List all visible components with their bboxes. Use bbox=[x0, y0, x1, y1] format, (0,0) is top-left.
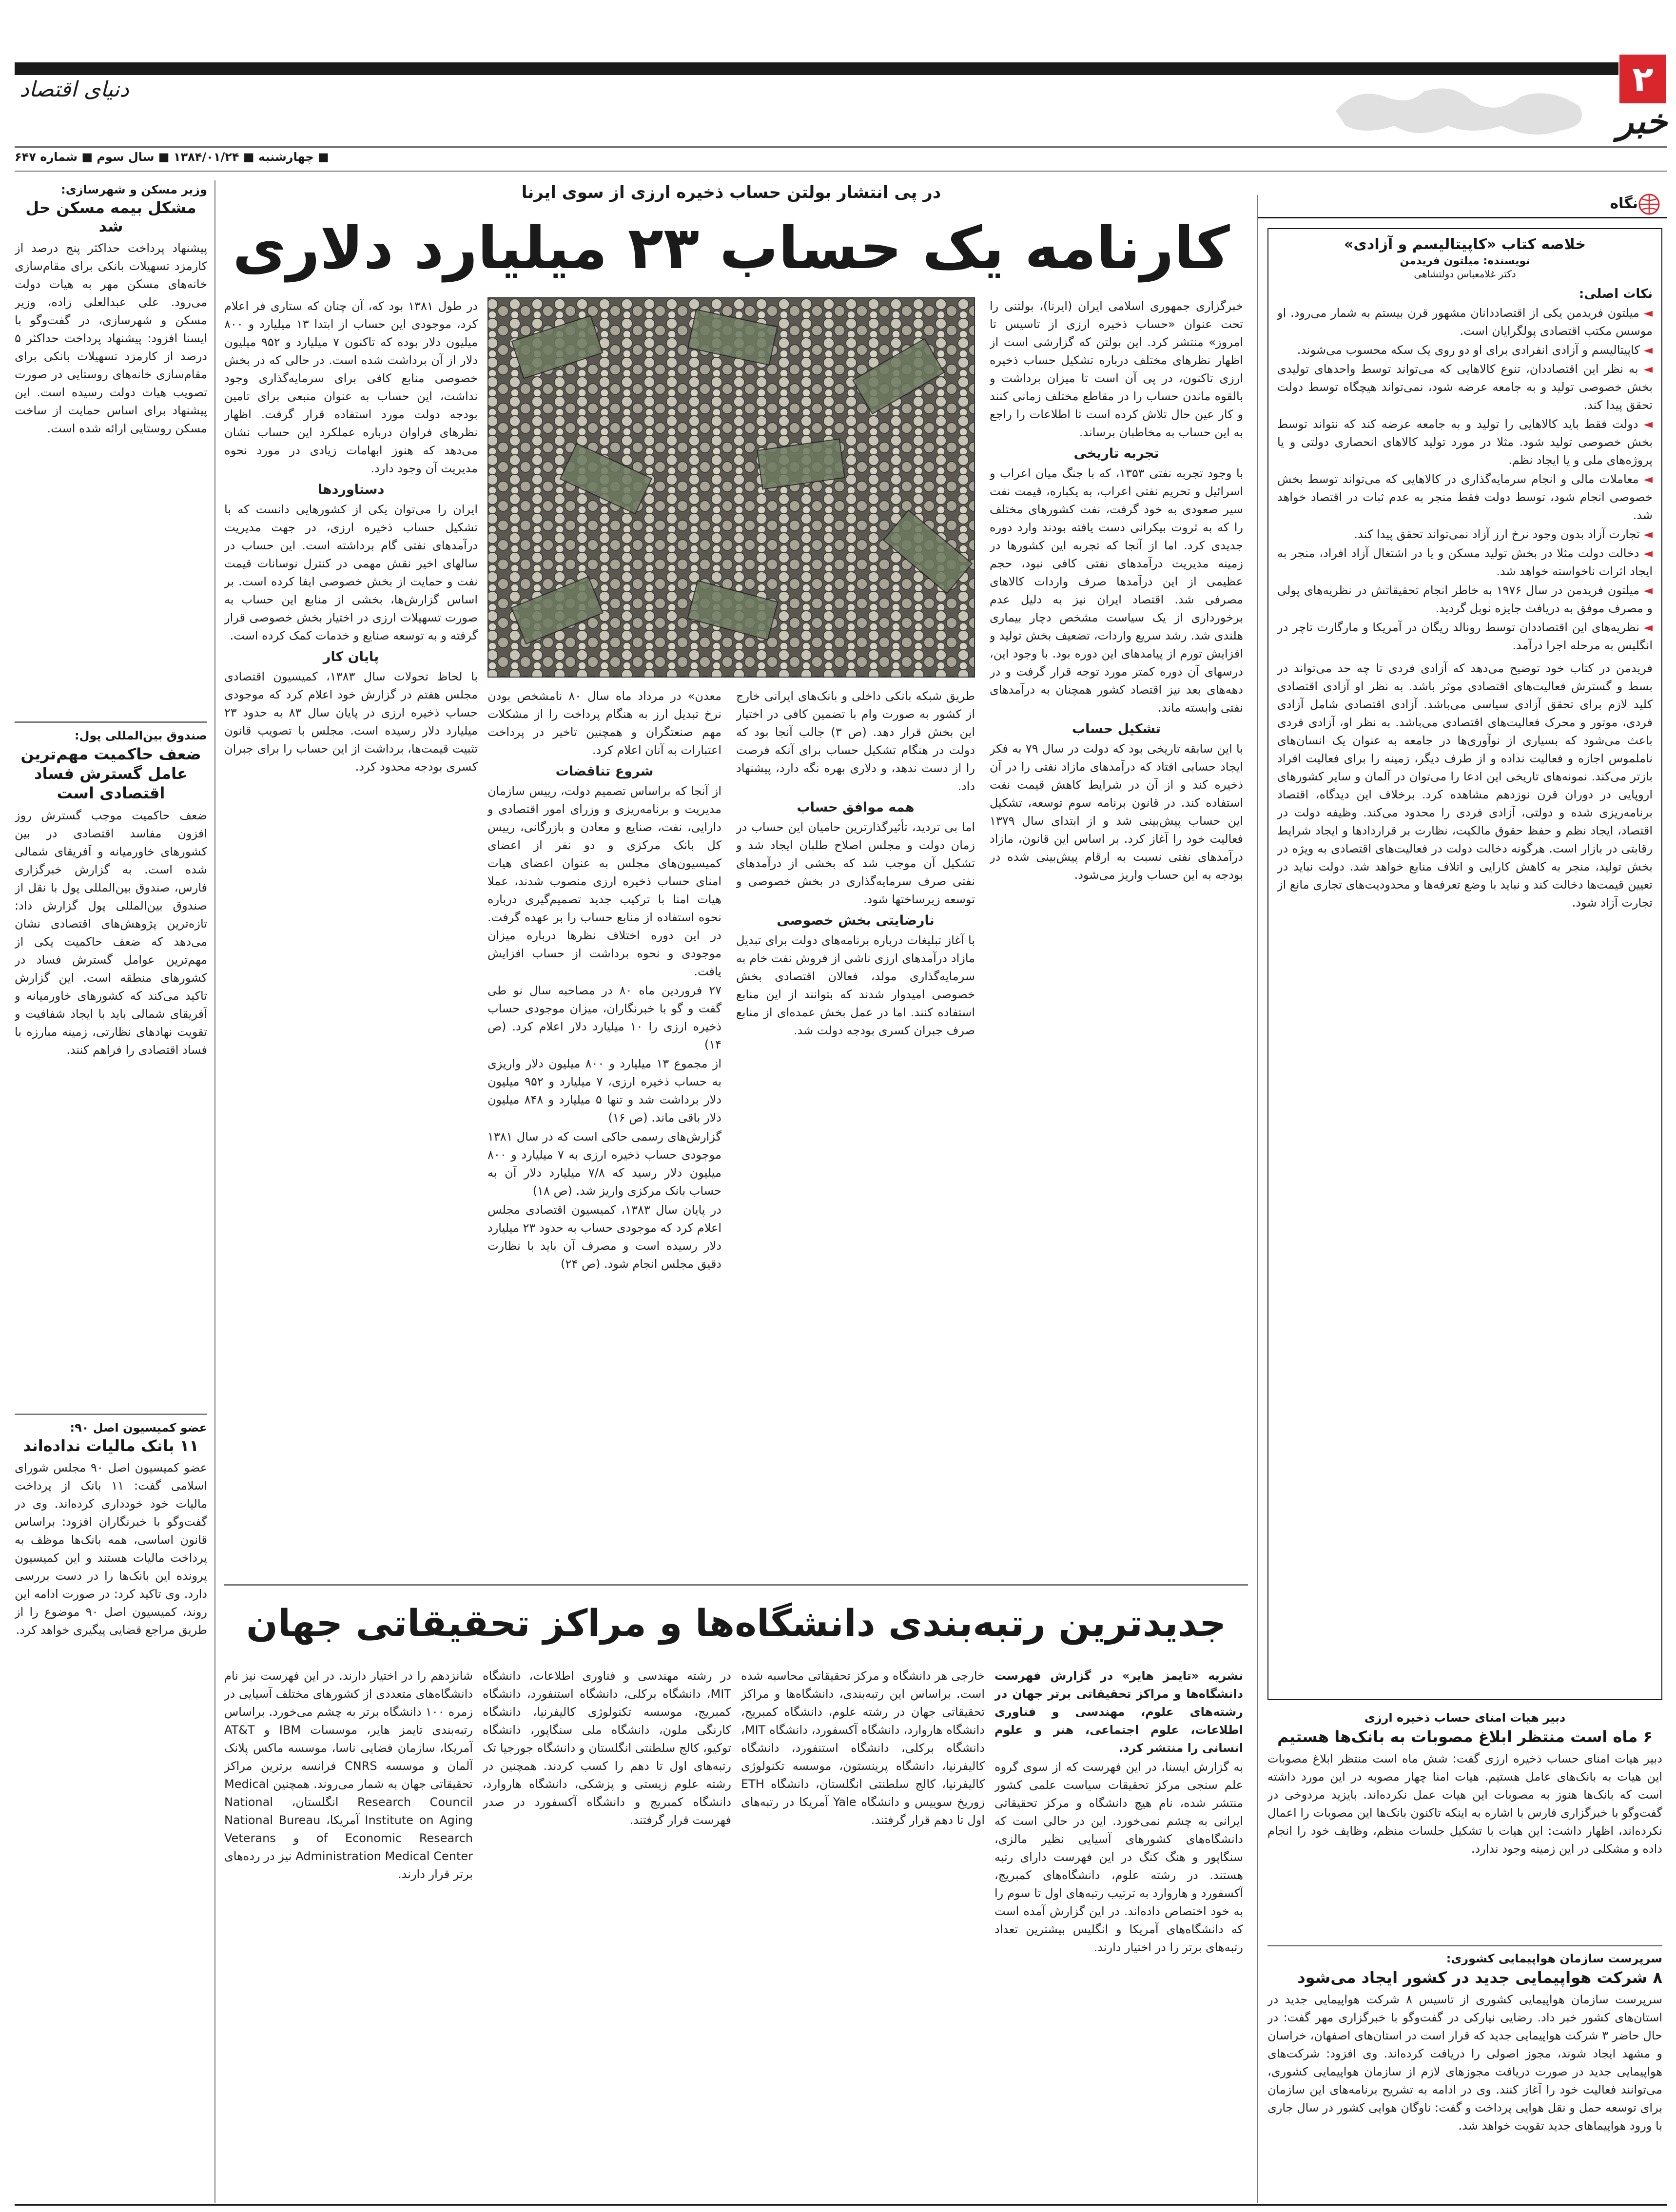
point-item: ◄ معاملات مالی و انجام سرمایه‌گذاری در کالاهایی که می‌تواند توسط بخش خصوصی انجام شود، توسط دولت فقط منجر به عدم ثبات در اقتصاد خواهد شد. bbox=[1277, 472, 1653, 522]
pullquote-block bbox=[1267, 1711, 1662, 1935]
dateline: ■ چهارشنبه ■ ۱۳۸۴/۰۱/۲۴ ■ سال سوم ■ شماره ۶۴۷ bbox=[15, 150, 329, 164]
col-divider-left bbox=[214, 180, 215, 2203]
points-title: نکات اصلی: bbox=[1579, 287, 1653, 301]
masthead-rule bbox=[15, 146, 1667, 148]
logo-text: دنیای اقتصاد bbox=[19, 77, 129, 102]
airline-rule bbox=[1267, 1945, 1662, 1946]
book-title: خلاصه کتاب «کاپیتالیسم و آزادی» bbox=[1344, 236, 1586, 253]
point-item: ◄ دخالت دولت مثلا در بخش تولید مسکن و یا در اشتغال آزاد افراد، منجر به ایجاد اثرات ناخواسته خواهد شد. bbox=[1277, 546, 1653, 578]
lead-col-3: معدن» در مرداد ماه سال ۸۰ نامشخص بودن نرخ تبدیل ارز به هنگام پرداخت را از مشکلات مهم صنعتگران و همچنین تاخیر در پرداخت اعتبارات به آنان اعلام کرد. شروع تناقضات از آنجا که براساس تصمیم دولت، رییس سازمان مدیریت و برنامه‌ریزی و وزرای امور اقتصادی و دارایی، نفت، صنایع و معادن و بازرگانی، رییس کل بانک مرکزی و دو نفر از اعضای کمیسیون‌های مجلس به عنوان اعضای هیات امنای حساب ذخیره ارزی منصوب شدند، عملا هیات امنا با ترکیب جدید تصمیم‌گیری درباره نحوه استفاده از منابع حساب را بر عهده گرفت. در این دوره اختلاف نظرها درباره میزان موجودی و نحوه برداشت از حساب افزایش یافت. ۲۷ فروردین ماه ۸۰ در مصاحبه سال نو طی گفت و گو با خبرنگاران، میزان موجودی حساب ذخیره ارزی را ۱۰ میلیارد دلار اعلام کرد. (ص ۱۴) از مجموع ۱۳ میلیارد و ۸۰۰ میلیون دلار واریزی به حساب ذخیره ارزی، ۷ میلیارد و ۹۵۲ میلیون دلار برداشت شد و تنها ۵ میلیارد و ۸۴۸ میلیون دلار باقی ماند. (ص ۱۶) گزارش‌های رسمی حاکی است که در سال ۱۳۸۱ موجودی حساب ذخیره ارزی به ۷ میلیارد و ۸۰۰ میلیون دلار رسید که ۷/۸ میلیارد دلار آن به حساب بانک مرکزی واریز شد. (ص ۱۸) در پایان سال ۱۳۸۳، کمیسیون اقتصادی مجلس اعلام کرد که موجودی حساب به حدود ۲۳ میلیارد دلار رسیده است و مصرف آن باید با نظارت دقیق مجلس انجام شود. (ص ۲۴) bbox=[487, 689, 721, 1271]
lead-subhead: همه موافق حساب bbox=[797, 800, 915, 815]
lead-bottom-rule bbox=[224, 1584, 1248, 1586]
col-divider-right bbox=[1257, 195, 1258, 2203]
left-story-3 bbox=[15, 1421, 207, 2201]
lead-col-1: خبرگزاری جمهوری اسلامی ایران (ایرنا)، بولتنی را تحت عنوان «حساب ذخیره ارزی از تاسیس تا امروز» منتشر کرد. این بولتن که گزارشی است از اظهار نظرهای مختلف درباره تشکیل حساب ذخیره ارزی تاکنون، در پی آن است تا میزان برداشت و بالقوه ماندن حساب را در مقاطع مختلف زمانی کنند و کار عین حال تلاش کرده است تا اطلاعات را راجع به این حساب به مخاطبان برساند. تجربه تاریخی با وجود تجربه نفتی ۱۳۵۳، که با جنگ میان اعراب و اسرائیل و تحریم نفتی اعراب، به یکباره، قیمت نفت سیر صعودی به خود گرفت، نفت کشورهای مختلف را که به ثروت بیکرانی دست یافته بودند وارد دوره جدیدی کرد. اما از آنجا که تجربه این کشورها در زمینه مدیریت درآمدهای نفتی کافی نبود، حجم عظیمی از این درآمدها صرف واردات کالاهای مصرفی شد. اقتصاد ایران نیز به دلیل عدم برخورداری از یک سیاست مشخص دچار بیماری هلندی شد. رشد سریع واردات، تضعیف بخش تولید و افزایش تورم از پیامدهای این دوره بود. با وجود این، درسهای آن دوره کمتر مورد توجه قرار گرفت و در دهه‌های بعد نیز اقتصاد کشور همچنان به درآمدهای نفتی وابسته ماند. تشکیل حساب با این سابقه تاریخی بود که دولت در سال ۷۹ به فکر ایجاد حسابی افتاد که درآمدهای مازاد نفتی را در آن ذخیره کند و از آن در شرایط کاهش قیمت نفت استفاده کند. در قانون برنامه سوم توسعه، تشکیل این حساب پیش‌بینی شد و از ابتدای سال ۱۳۷۹ فعالیت خود را آغاز کرد. بر اساس این قانون، مازاد درآمدهای نفتی نسبت به ارقام پیش‌بینی شده در بودجه به این حساب واریز می‌شود. bbox=[990, 299, 1243, 882]
universities-headline: جدیدترین رتبه‌بندی دانشگاه‌ها و مراکز تحقیقاتی جهان bbox=[246, 1601, 1227, 1645]
globe-icon bbox=[1638, 193, 1660, 215]
lead-subhead: نارضایتی بخش خصوصی bbox=[777, 913, 935, 928]
left-story-1 bbox=[15, 183, 207, 719]
left-kicker: عضو کمیسیون اصل ۹۰: bbox=[70, 1421, 207, 1435]
pullquote-body: دبیر هیات امنای حساب ذخیره ارزی گفت: شش ماه است منتظر ابلاغ مصوبات این هیات به بانک‌های عامل هستیم. هیات امنا چهار مصوبه در این مورد داشته است که بانک‌ها هنوز به مصوبات این هیات عمل نکرده‌اند. بایزید مردوخی در گفت‌وگو با خبرگزاری فارس با اشاره به اینکه تاکنون بانک‌ها این مصوبات را اعمال نکرده‌اند، اظهار داشت: این هیات با تشکیل جلسات منظم، وظایف خود را انجام داده و مشکلی در این زمینه وجود ندارد. bbox=[1267, 1752, 1662, 1856]
universities-lead: نشریه «تایمز هایر» در گزارش فهرست دانشگاه‌ها و مراکز تحقیقاتی برتر جهان در رشته‌های علوم، مهندسی و فناوری اطلاعات، علوم اجتماعی، هنر و علوم انسانی را منتشر کرد. bbox=[994, 1669, 1243, 1755]
book-author: نویسنده: میلتون فریدمن bbox=[1400, 255, 1530, 267]
book-body: فریدمن در کتاب خود توضیح می‌دهد که آزادی فردی تا چه حد می‌تواند در بسط و گسترش فعالیت‌های اقتصادی موثر باشد. به نظر او آزادی اقتصادی کلید لازم برای تحقق آزادی سیاسی می‌باشد. آزادی اقتصادی شامل آزادی فردی، موتور و محرک فعالیت‌های اقتصادی می‌باشد. به نظر او، آزادی فردی باعث می‌شود که بسیاری از نوآوری‌ها در جامعه به عنوان یک انسان‌های ناملموس اجازه و فعالیت نداده و از طرف دیگر، زمینه را برای فعالیت افراد بازتر می‌کند. نمونه‌های تاریخی این ادعا را می‌توان در آلمان و سایر کشورهای اروپایی در دوران قرن نوزدهم مشاهده کرد. برخلاف این دیدگاه، اقتصاد برنامه‌ریزی شده و دولتی، آزادی فردی را محدود می‌کند. وظیفه دولت در اقتصاد، ایجاد نظم و حفظ حقوق مالکیت، نظارت بر قراردادها و ایجاد شرایط رقابتی در بازار است. هرگونه دخالت دولت در فعالیت‌های اقتصادی به ویژه در بخش تولید، منجر به کاهش کارایی و اتلاف منابع خواهد شد. دولت نباید در تعیین قیمت‌ها دخالت کند و نباید با وضع تعرفه‌ها و محدودیت‌های تجاری مانع از تجارت آزاد شود. bbox=[1277, 661, 1653, 910]
book-translator: دکتر غلامعباس دولتشاهی bbox=[1414, 268, 1516, 280]
lead-headline: کارنامه یک حساب ۲۳ میلیارد دلاری bbox=[233, 214, 1230, 282]
left-title: مشکل بیمه مسکن حل شد bbox=[25, 198, 196, 235]
pullquote-kicker: دبیر هیات امنای حساب ذخیره ارزی bbox=[1364, 1711, 1566, 1725]
page-number-badge: ۲ bbox=[1619, 55, 1666, 103]
lead-subhead: تشکیل حساب bbox=[1072, 721, 1161, 737]
dateline-rule bbox=[15, 171, 1667, 172]
bottom-rule bbox=[15, 2204, 1667, 2206]
left-body: عضو کمیسیون اصل ۹۰ مجلس شورای اسلامی گفت: ۱۱ بانک از پرداخت مالیات خود خودداری کرده‌اند. وی در گفت‌وگو با خبرنگاران افزود: براساس قانون اساسی، همه بانک‌ها موظف به پرداخت مالیات هستند و این کمیسیون پرونده این بانک‌ها را در دست بررسی دارد. وی تاکید کرد: در صورت ادامه این روند، کمیسیون اصل ۹۰ موضوع را از طریق مراجع قضایی پیگیری خواهد کرد. bbox=[15, 1461, 207, 1637]
left-title: ۱۱ بانک مالیات نداده‌اند bbox=[23, 1436, 199, 1455]
negah-label: نگاه bbox=[1258, 195, 1667, 218]
airline-block bbox=[1267, 1952, 1662, 2205]
section-title: خبر bbox=[1617, 101, 1667, 141]
lead-supertitle: در پی انتشار بولتن حساب ذخیره ارزی از سوی ایرنا bbox=[521, 183, 941, 202]
money-photo bbox=[487, 297, 975, 678]
point-item: ◄ تجارت آزاد بدون وجود نرخ ارز آزاد نمی‌تواند تحقق پیدا کند. bbox=[1354, 527, 1653, 541]
left-title: ضعف حاکمیت مهم‌ترین عامل گسترش فساد اقتصادی است bbox=[20, 745, 201, 802]
point-item: ◄ میلتون فریدمن در سال ۱۹۷۶ به خاطر انجام تحقیقاتش در نظریه‌های پولی و مصرف موفق به دریافت جایزه نوبل گردید. bbox=[1277, 583, 1653, 615]
lead-subhead: شروع تناقضات bbox=[555, 764, 654, 779]
top-rule bbox=[15, 62, 1618, 75]
book-summary-box bbox=[1267, 228, 1662, 1700]
universities-col-3: در رشته مهندسی و فناوری اطلاعات، دانشگاه MIT، دانشگاه برکلی، دانشگاه استنفورد، دانشگاه کمبریج، موسسه تکنولوژی کالیفرنیا، دانشگاه کارنگی ملون، دانشگاه ملی سنگاپور، دانشگاه توکیو، کالج سلطنتی انگلستان و دانشگاه جورجیا تک رتبه‌های اول تا دهم را کسب کردند. همچنین در رشته علوم زیستی و پزشکی، دانشگاه هاروارد، دانشگاه کمبریج و دانشگاه آکسفورد در صدر فهرست قرار گرفتند. bbox=[483, 1669, 731, 1827]
universities-col-1: نشریه «تایمز هایر» در گزارش فهرست دانشگاه‌ها و مراکز تحقیقاتی برتر جهان در رشته‌های علوم، مهندسی و فناوری اطلاعات، علوم اجتماعی، هنر و علوم انسانی را منتشر کرد. به گزارش ایسنا، در این فهرست که از سوی گروه علم سنجی مرکز تحقیقات سیاست علمی کشور منتشر شده، نام هیچ دانشگاه و مرکز تحقیقاتی ایرانی به چشم نمی‌خورد. این در حالی است که دانشگاه‌های کشورهای آسیایی نظیر مالزی، سنگاپور و هنگ کنگ در این فهرست دارای رتبه هستند. در رشته علوم، دانشگاه‌های کمبریج، آکسفورد و هاروارد به ترتیب رتبه‌های اول تا سوم را به خود اختصاص داده‌اند. در این گزارش آمده است که دانشگاه‌های آمریکا و انگلیس بیشترین تعداد رتبه‌های برتر را در اختیار دارند. bbox=[994, 1667, 1243, 2203]
world-map-graphic bbox=[1326, 77, 1599, 150]
lead-col-4: طریق شبکه بانکی داخلی و بانک‌های ایرانی خارج از کشور به صورت وام با تضمین کافی در اختیار این بخش قرار دهد. (ص ۳) جالب آنجا بود که دولت در هنگام تشکیل حساب برای آنکه فرصت را از دست ندهد، و دلاری بهره نگه دارد، پیشنهاد داد. همه موافق حساب اما بی تردید، تأثیرگذارترین حامیان این حساب در زمان دولت و مجلس اصلاح طلبان ایجاد شد و تشکیل آن موجب شد که بخشی از درآمدهای نفتی صرف سرمایه‌گذاری در بخش خصوصی و توسعه زیرساختها شود. نارضایتی بخش خصوصی با آغاز تبلیغات درباره برنامه‌های دولت برای تبدیل مازاد درآمدهای ارزی ناشی از فروش نفت خام به سرمایه‌گذاری مولد، فعالان اقتصادی بخش خصوصی امیدوار شدند که بتوانند از این منابع استفاده کنند. اما در عمل بخش عمده‌ای از منابع صرف جبران کسری بودجه دولت شد. bbox=[736, 689, 975, 1037]
left-kicker: وزیر مسکن و شهرسازی: bbox=[61, 183, 207, 196]
lead-subhead: تجربه تاریخی bbox=[1073, 446, 1159, 461]
pullquote-title: ۶ ماه است منتظر ابلاغ مصوبات به بانک‌ها هستیم bbox=[1277, 1727, 1653, 1746]
point-item: ◄ به نظر این اقتصاددان، تنوع کالاهایی که می‌تواند توسط واحدهای تولیدی بخش خصوصی تولید و به جامعه عرضه شود، نمی‌تواند هیچگاه توسط دولت تحقق پیدا کند. bbox=[1277, 362, 1653, 412]
points-list bbox=[1277, 304, 1653, 656]
lead-subhead: پایان کار bbox=[323, 649, 379, 664]
left-rule-2 bbox=[15, 1414, 207, 1415]
point-item: ◄ کاپیتالیسم و آزادی انفرادی برای او دو روی یک سکه محسوب می‌شوند. bbox=[1297, 343, 1653, 357]
universities-col-2: خارجی هر دانشگاه و مرکز تحقیقاتی محاسبه شده است. براساس این رتبه‌بندی، دانشگاه‌ها و مراکز تحقیقاتی جهان در رشته علوم، دانشگاه کمبریج، دانشگاه هاروارد، دانشگاه آکسفورد، دانشگاه MIT، دانشگاه برکلی، دانشگاه استنفورد، دانشگاه کالیفرنیا، دانشگاه پرینستون، موسسه تکنولوژی کالیفرنیا، کالج سلطنتی انگلستان، دانشگاه ETH زوریخ سوییس و دانشگاه Yale آمریکا در رتبه‌های اول تا دهم قرار گرفتند. bbox=[741, 1669, 985, 1827]
point-item: ◄ نظریه‌های این اقتصاددان توسط رونالد ریگان در آمریکا و مارگارت تاچر در انگلیس به مرحله اجرا درآمد. bbox=[1277, 621, 1653, 652]
airline-body: سرپرست سازمان هواپیمایی کشوری از تاسیس ۸ شرکت هواپیمایی جدید در استان‌های کشور خبر داد. رضایی نیارکی در گفت‌وگو با خبرگزاری مهر گفت: در حال حاضر ۳ شرکت هواپیمایی جدید که قرار است در استان‌های اصفهان، خراسان و مشهد ایجاد شوند، مجوز اصولی را دریافت کرده‌اند. وی افزود: شرکت‌های هواپیمایی جدید در صورت دریافت مجوزهای لازم از سازمان هواپیمایی کشوری، می‌توانند فعالیت خود را آغاز کنند. وی در ادامه به تشریح برنامه‌های این سازمان برای توسعه حمل و نقل هوایی پرداخت و گفت: ناوگان هوایی کشور در سال جاری با ورود هواپیماهای جدید تقویت خواهد شد. bbox=[1267, 1993, 1662, 2133]
left-body: ضعف حاکمیت موجب گسترش روز افزون مفاسد اقتصادی در بین کشورهای خاورمیانه و آفریقای شمالی شده است. به گزارش خبرگزاری فارس، صندوق بین‌المللی پول با نقل از صندوق بین‌المللی پول گزارش داد: تازه‌ترین پژوهش‌های اقتصادی نشان می‌دهد که ضعف حاکمیت یکی از مهم‌ترین عوامل گسترش فساد در کشورهای منطقه است. این گزارش تاکید می‌کند که کشورهای خاورمیانه و آفریقای شمالی باید با ایجاد شفافیت و تقویت نهادهای نظارتی، زمینه مبارزه با فساد اقتصادی را فراهم کنند. bbox=[15, 809, 207, 1057]
universities-col-4: شانزدهم را در اختیار دارند. در این فهرست نیز نام دانشگاه‌های متعددی از کشورهای مختلف آسیایی در زمره ۱۰۰ دانشگاه برتر به چشم می‌خورد. براساس رتبه‌بندی تایمز هایر، موسسات IBM و AT&T آمریکا، سازمان فضایی ناسا، موسسه ماکس پلانک آلمان و موسسه CNRS فرانسه برترین مراکز تحقیقاتی جهان به شمار می‌روند. همچنین Medical Research Council انگلستان، National Institute on Aging آمریکا، National Bureau of Economic Research و Veterans Administration Medical Center نیز در رده‌های برتر قرار دارند. bbox=[224, 1669, 473, 1881]
point-item: ◄ دولت فقط باید کالاهایی را تولید و به جامعه عرضه کند که نتواند توسط بخش خصوصی تولید شود. مثلا در مورد تولید کالاهای انحصاری دولتی و یا پروژه‌های ملی و یا ایجاد نظم. bbox=[1277, 417, 1653, 467]
left-story-2 bbox=[15, 729, 207, 1411]
money-pile-image bbox=[487, 298, 974, 678]
airline-kicker: سرپرست سازمان هواپیمایی کشوری: bbox=[1446, 1952, 1662, 1965]
left-rule-1 bbox=[15, 721, 207, 723]
left-kicker: صندوق بین‌المللی پول: bbox=[74, 729, 207, 742]
world-map-icon bbox=[1326, 77, 1599, 150]
point-item: ◄ میلتون فریدمن یکی از اقتصاددانان مشهور قرن بیستم به شمار می‌رود. او موسس مکتب اقتصادی پولگرایان است. bbox=[1277, 306, 1653, 338]
lead-subhead: دستاوردها bbox=[317, 482, 385, 497]
left-body: پیشنهاد پرداخت حداکثر پنج درصد از کارمزد تسهیلات بانکی برای مقام‌سازی خانه‌های مسکن مهر به هیات دولت می‌رود. علی عبدالعلی زاده، وزیر مسکن و شهرسازی، در گفت‌وگو با ایسنا افزود: پیشنهاد پرداخت حداکثر ۵ درصد از کارمزد تسهیلات بانکی برای مقام‌سازی خانه‌های روستایی در صورت تصویب هیات دولت رسیده است. این پیشنهاد برای اساس حمایت از ساخت مسکن روستایی ارائه شده است. bbox=[15, 241, 207, 435]
lead-col-2: در طول ۱۳۸۱ بود که، آن چنان که ستاری فر اعلام کرد، موجودی این حساب از ابتدا ۱۳ میلیارد و ۸۰۰ میلیون دلار بوده که تاکنون ۷ میلیارد و ۹۵۲ میلیون دلار از آن برداشت شده است. در حالی که در بخش خصوصی منابع کافی برای سرمایه‌گذاری وجود نداشت، این حساب به عنوان منبعی برای تامین بودجه دولت مورد استفاده قرار گرفت. اظهار نظرهای فراوان درباره عملکرد این حساب نشان می‌دهد که هنوز ابهامات زیادی در مورد نحوه مدیریت آن وجود دارد. دستاوردها ایران را می‌توان یکی از کشورهایی دانست که با تشکیل حساب ذخیره ارزی، در جهت مدیریت درآمدهای نفتی گام برداشته است. این حساب در سالهای اخیر نقش مهمی در کنترل نوسانات قیمت نفت و حمایت از بخش خصوصی ایفا کرده است. بر اساس گزارش‌ها، بخشی از منابع این حساب به صورت تسهیلات ارزی در اختیار بخش خصوصی قرار گرفته و به توسعه صنایع و خدمات کمک کرده است. پایان کار با لحاظ تحولات سال ۱۳۸۳، کمیسیون اقتصادی مجلس هفتم در گزارش خود اعلام کرد که موجودی حساب ذخیره ارزی در پایان سال ۸۳ به حدود ۲۳ میلیارد دلار رسیده است. مجلس با تصویب قانون تثبیت قیمت‌ها، برداشت از این حساب را برای جبران کسری بودجه محدود کرد. bbox=[224, 299, 478, 774]
airline-title: ۸ شرکت هواپیمایی جدید در کشور ایجاد می‌شود bbox=[1297, 1968, 1662, 1987]
